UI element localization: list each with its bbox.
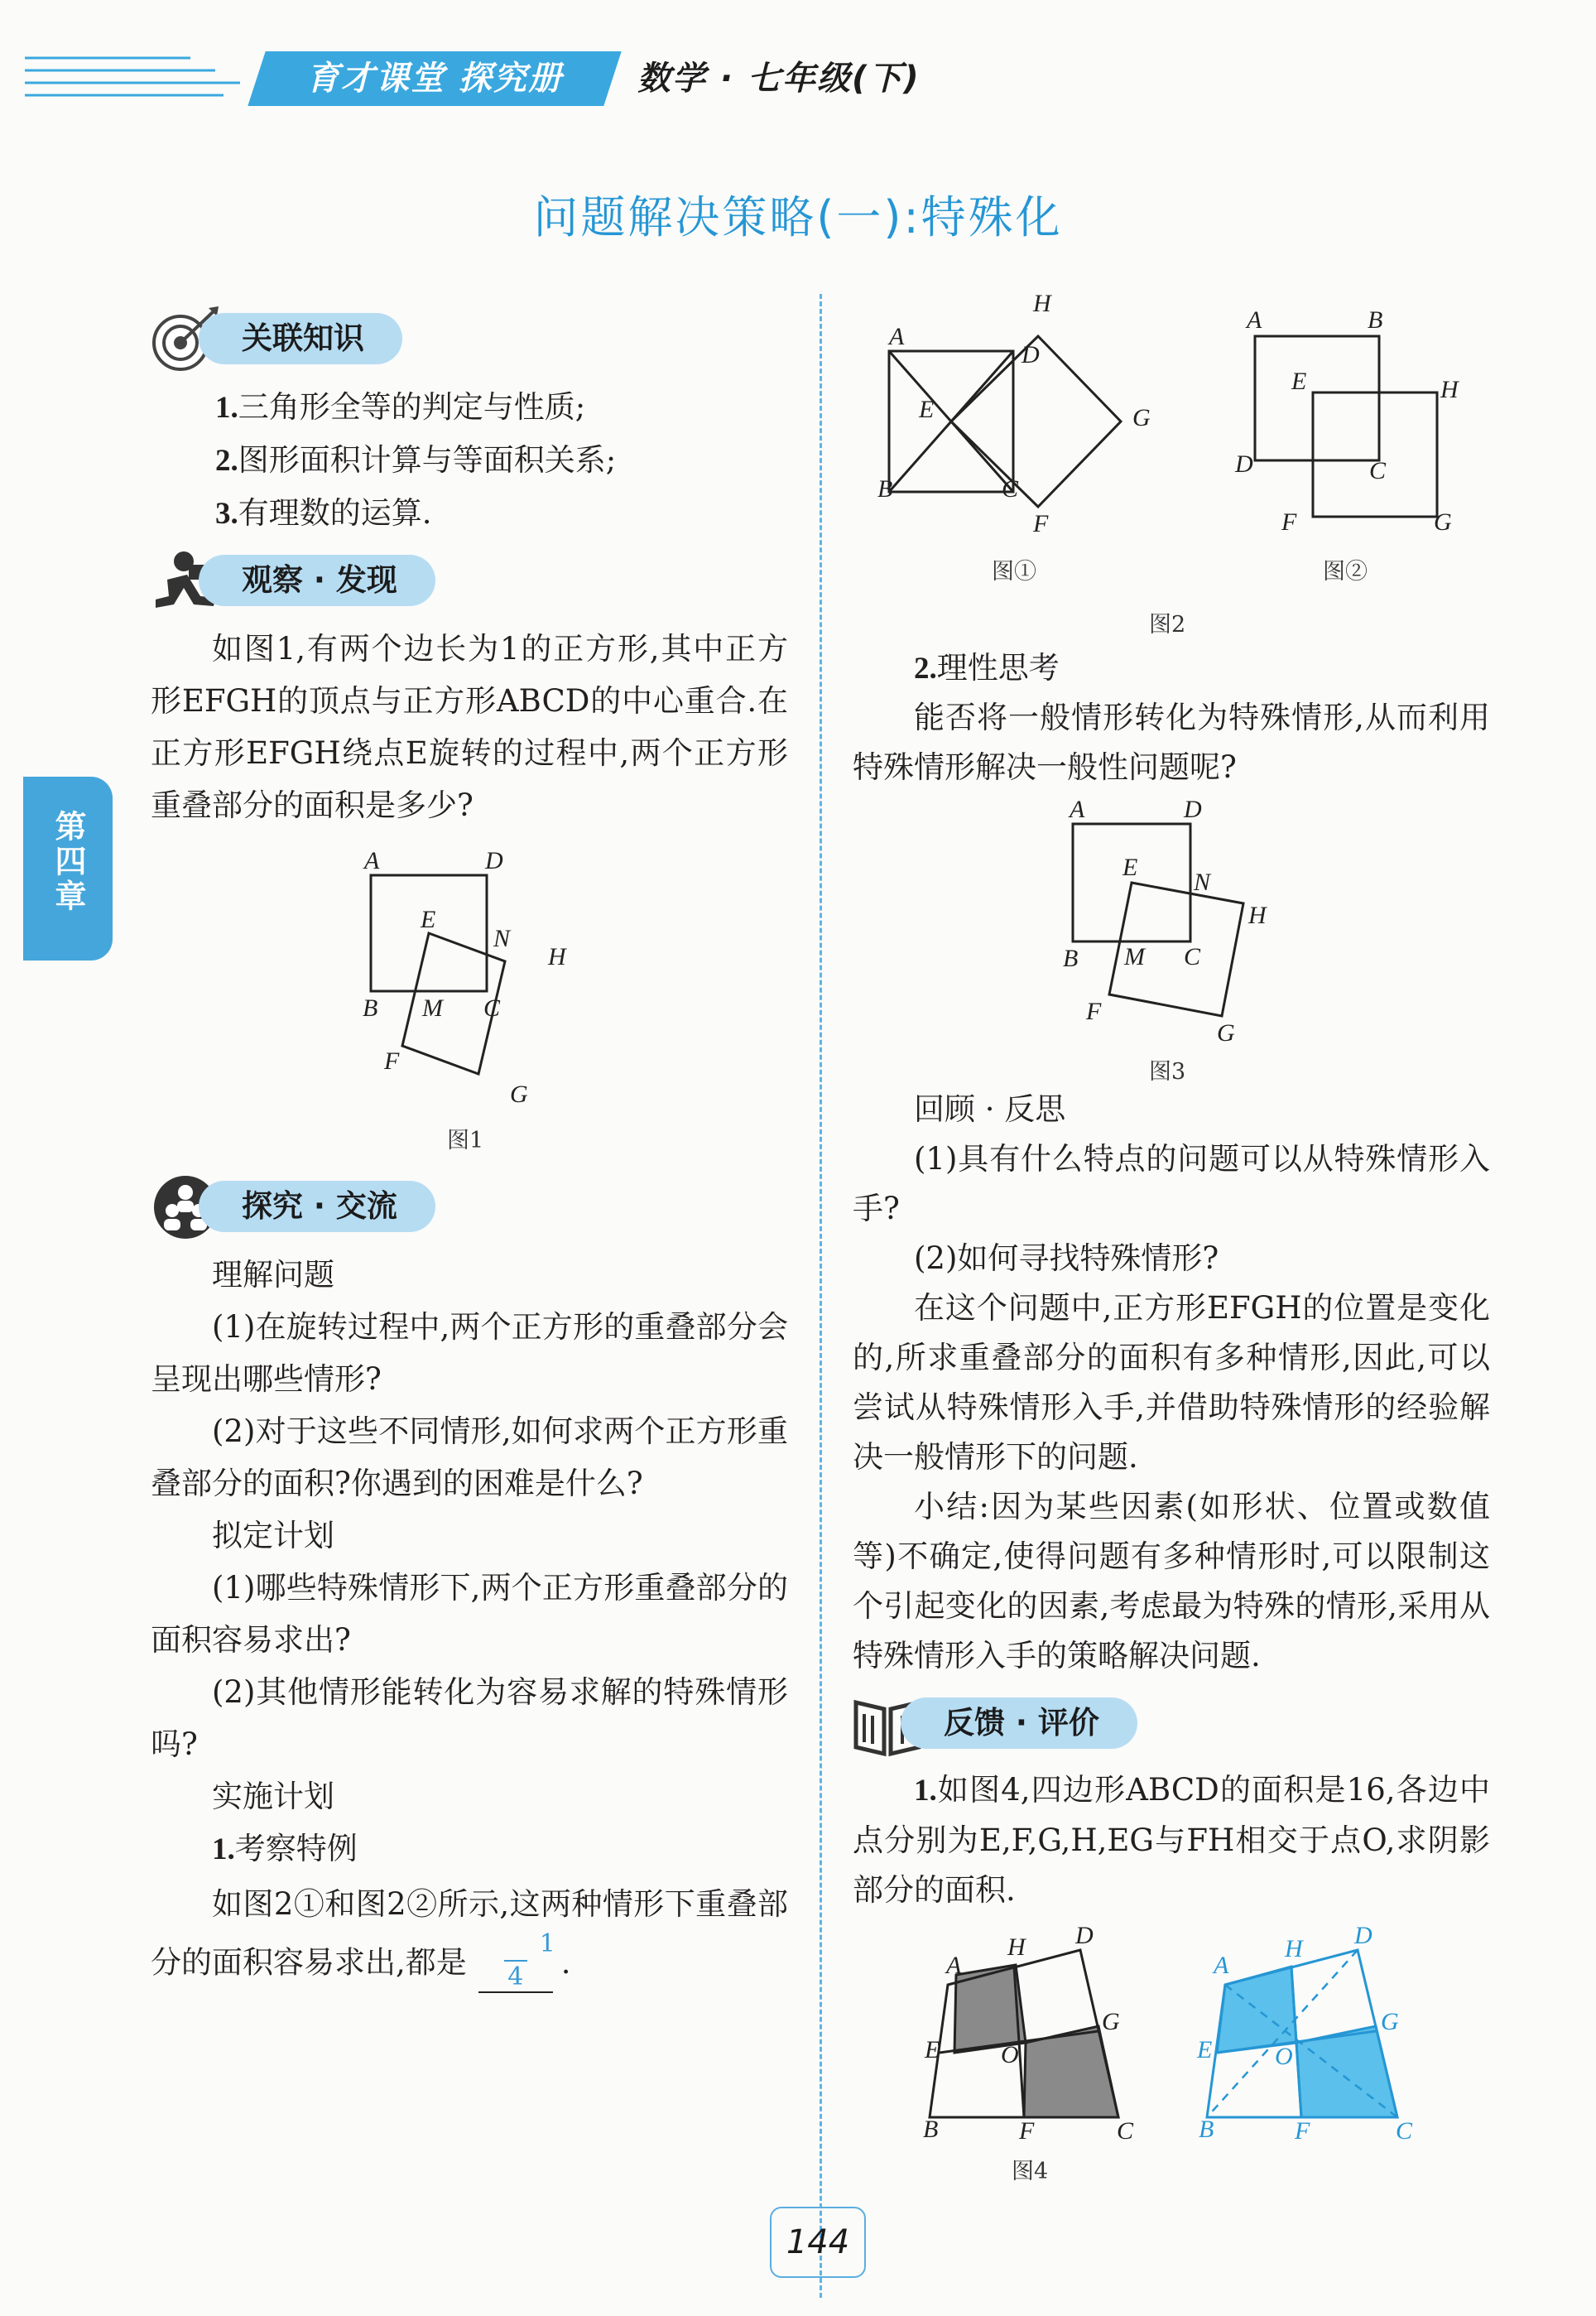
- fig3-label-c: C: [1184, 943, 1201, 970]
- figure-2-1: [861, 290, 1209, 555]
- fig4a-label-g: G: [1102, 2008, 1120, 2035]
- fig3-label-m: M: [1124, 943, 1145, 970]
- fig3-label-h: H: [1248, 902, 1267, 929]
- answer-fraction: 1 4: [478, 1930, 553, 1993]
- header-subject: 数学 · 七年级(下): [637, 60, 921, 98]
- fig4b-label-b: B: [1199, 2116, 1214, 2140]
- explore-plan: 拟定计划: [212, 1518, 334, 1553]
- header-series-band: [248, 51, 621, 106]
- figure-2-2: [1217, 290, 1465, 555]
- fig1-label-h: H: [548, 943, 566, 970]
- fig1-label-d: D: [485, 847, 503, 874]
- fig2a-label-b: B: [877, 475, 893, 503]
- fig4a-label-b: B: [923, 2116, 939, 2140]
- fig3-label-g: G: [1217, 1019, 1235, 1047]
- figure-2-1-caption: 图①: [992, 559, 1036, 585]
- figure-1: [348, 840, 596, 1105]
- fig1-label-m: M: [422, 994, 443, 1022]
- fig4b-label-h: H: [1285, 1935, 1303, 1962]
- fig3-label-e: E: [1122, 854, 1138, 881]
- review-title: 回顾 · 反思: [914, 1091, 1066, 1127]
- right-column-review: [853, 1085, 1490, 1915]
- fig1-label-b: B: [363, 994, 378, 1022]
- explore-step1-text: 如图2①和图2②所示,这两种情形下重叠部分的面积容易求出,都是1 4 .: [151, 1886, 788, 1991]
- section-observe: [151, 546, 788, 616]
- chapter-tab-label: 第四章: [50, 810, 86, 914]
- fig2a-label-g: G: [1132, 404, 1151, 431]
- explore-implement: 实施计划: [212, 1779, 334, 1814]
- fig4b-label-e: E: [1197, 2036, 1213, 2063]
- fig2b-label-c: C: [1369, 457, 1387, 484]
- fig4b-label-f: F: [1295, 2117, 1310, 2140]
- figure-1-caption: 图1: [447, 1128, 484, 1153]
- observe-text: 如图1,有两个边长为1的正方形,其中正方形EFGH的顶点与正方形ABCD的中心重合.在正方形EFGH绕点E旋转的过程中,两个正方形重叠部分的面积是多少?: [151, 631, 788, 823]
- rational-text: 能否将一般情形转化为特殊情形,从而利用特殊情形解决一般性问题呢?: [853, 700, 1490, 785]
- fig3-label-f: F: [1086, 998, 1102, 1025]
- section-feedback-title: 反馈 · 评价: [901, 1697, 1137, 1749]
- fig4a-label-a: A: [946, 1952, 962, 1979]
- fig2b-label-h: H: [1440, 376, 1459, 403]
- section-observe-title: 观察 · 发现: [199, 555, 435, 606]
- explore-understand: 理解问题: [212, 1257, 334, 1293]
- fig4a-label-e: E: [925, 2036, 940, 2063]
- fig1-label-n: N: [493, 925, 511, 952]
- fig3-label-n: N: [1194, 869, 1211, 896]
- fig2b-label-e: E: [1291, 368, 1307, 395]
- fig2a-label-h: H: [1033, 290, 1051, 317]
- section-explore: [151, 1172, 788, 1242]
- fig4b-label-a: A: [1214, 1952, 1229, 1979]
- explore-q2: (2)对于这些不同情形,如何求两个正方形重叠部分的面积?你遇到的困难是什么?: [151, 1413, 788, 1501]
- section-related-title: 关联知识: [199, 313, 402, 364]
- figure-3-caption: 图3: [1149, 1059, 1186, 1085]
- figure-3: [1051, 791, 1316, 1056]
- fig1-label-g: G: [510, 1081, 528, 1105]
- fig1-label-f: F: [384, 1047, 400, 1075]
- figure-4-left: [915, 1925, 1180, 2140]
- explore-p2: (2)其他情形能转化为容易求解的特殊情形吗?: [151, 1674, 788, 1762]
- explore-p1: (1)哪些特殊情形下,两个正方形重叠部分的面积容易求出?: [151, 1570, 788, 1658]
- fig1-label-a: A: [364, 847, 380, 874]
- left-column-lower: [151, 1168, 788, 1996]
- fig4a-label-c: C: [1117, 2117, 1134, 2140]
- fig1-label-c: C: [483, 994, 501, 1022]
- fig4a-label-d: D: [1075, 1925, 1094, 1949]
- header-decor-lines: [25, 50, 265, 108]
- fig2b-label-g: G: [1434, 508, 1452, 536]
- rational-title: 2.理性思考: [914, 650, 1060, 686]
- fig2b-label-a: A: [1247, 306, 1262, 334]
- fig2a-label-e: E: [919, 396, 935, 423]
- fig2a-label-d: D: [1022, 341, 1040, 368]
- column-divider: [820, 294, 822, 2298]
- right-column-rational: [853, 644, 1490, 792]
- page-number: 144: [770, 2207, 866, 2278]
- fig4a-label-h: H: [1007, 1933, 1026, 1961]
- figure-4-right: [1192, 1925, 1449, 2140]
- related-item-2: 2.图形面积计算与等面积关系;: [215, 442, 617, 478]
- figure-4-caption: 图4: [1012, 2159, 1049, 2184]
- page-title: 问题解决策略(一):特殊化: [533, 191, 1063, 243]
- related-item-3: 3.有理数的运算.: [215, 495, 432, 531]
- review-summary: 小结:因为某些因素(如形状、位置或数值等)不确定,使得问题有多种情形时,可以限制这个引起变化的因素,考虑最为特殊的情形,采用从特殊情形入手的策略解决问题.: [853, 1489, 1490, 1673]
- fig4b-label-c: C: [1396, 2117, 1413, 2140]
- fig2a-label-f: F: [1033, 510, 1049, 537]
- fig2b-label-b: B: [1368, 306, 1383, 334]
- fig2b-label-f: F: [1281, 508, 1297, 536]
- fig2a-label-a: A: [889, 323, 905, 350]
- section-explore-title: 探究 · 交流: [199, 1181, 435, 1232]
- fig3-label-b: B: [1063, 945, 1079, 972]
- fig3-label-d: D: [1184, 796, 1202, 823]
- fig4a-label-o: O: [1001, 2041, 1019, 2068]
- section-related: [151, 305, 788, 374]
- figure-2-2-caption: 图②: [1323, 559, 1368, 585]
- fig2b-label-d: D: [1235, 450, 1253, 478]
- feedback-q1: 1.如图4,四边形ABCD的面积是16,各边中点分别为E,F,G,H,EG与FH相交于点O,求阴影部分的面积.: [853, 1772, 1490, 1908]
- review-r3: 在这个问题中,正方形EFGH的位置是变化的,所求重叠部分的面积有多种情形,因此,可以尝试从特殊情形入手,并借助特殊情形的经验解决一般情形下的问题.: [853, 1290, 1490, 1475]
- fig4a-label-f: F: [1019, 2117, 1035, 2140]
- header-series: 育才课堂 探究册: [306, 60, 563, 98]
- left-column: [151, 300, 788, 831]
- fig3-label-a: A: [1070, 796, 1085, 823]
- review-r2: (2)如何寻找特殊情形?: [914, 1240, 1219, 1276]
- related-item-1: 1.三角形全等的判定与性质;: [215, 389, 586, 425]
- fig1-label-e: E: [421, 906, 436, 933]
- chapter-tab: [23, 777, 113, 961]
- figure-2-caption: 图2: [1149, 612, 1186, 638]
- section-feedback: [853, 1689, 1490, 1759]
- fig4b-label-g: G: [1381, 2008, 1399, 2035]
- explore-step1: 1.考察特例: [212, 1831, 358, 1866]
- fig4b-label-d: D: [1354, 1925, 1372, 1949]
- fig4b-label-o: O: [1275, 2043, 1293, 2070]
- fig2a-label-c: C: [1002, 475, 1019, 503]
- explore-q1: (1)在旋转过程中,两个正方形的重叠部分会呈现出哪些情形?: [151, 1309, 788, 1397]
- review-r1: (1)具有什么特点的问题可以从特殊情形入手?: [853, 1141, 1490, 1226]
